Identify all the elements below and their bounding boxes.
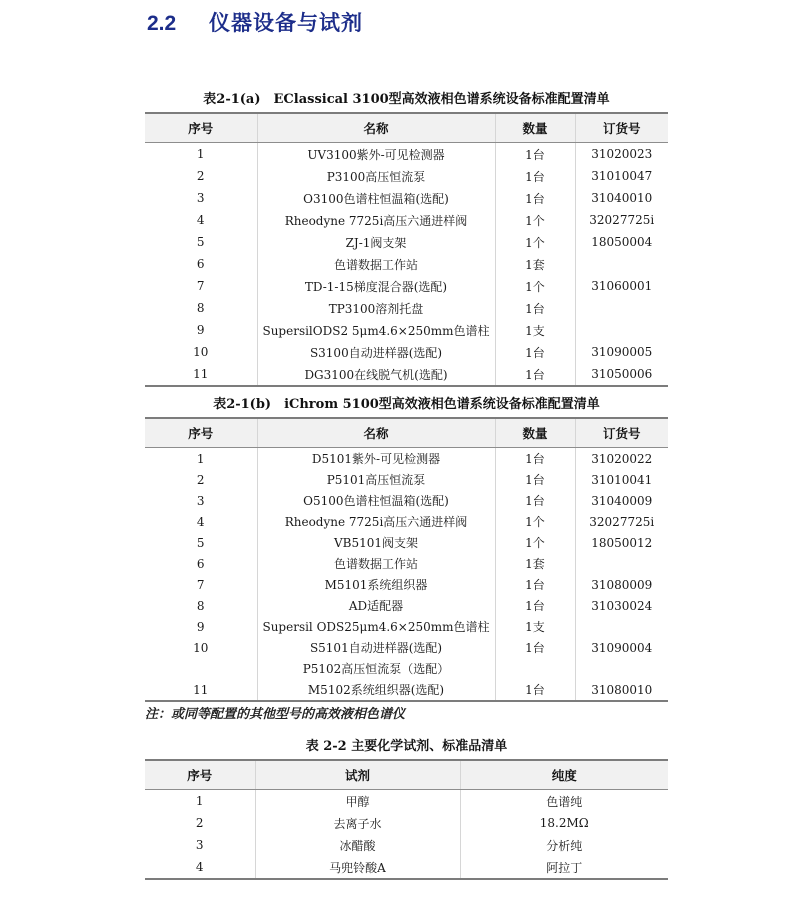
table-cell: ZJ-1阀支架 xyxy=(257,231,495,253)
table-cell: UV3100紫外-可见检测器 xyxy=(257,143,495,166)
table-cell: 6 xyxy=(196,556,205,571)
column-header: 名称 xyxy=(257,418,495,448)
table-cell: 5 xyxy=(196,535,205,550)
table-cell: 1 xyxy=(196,451,205,466)
table-cell: 3 xyxy=(196,191,205,205)
table-cell: 31090005 xyxy=(575,341,668,363)
table-2-1b xyxy=(145,417,668,702)
table-row xyxy=(145,469,668,490)
section-number: 2.2 xyxy=(147,12,177,35)
table-cell: 1支 xyxy=(495,319,575,341)
table-cell: 8 xyxy=(196,301,205,315)
table-cell: M5101系统组织器 xyxy=(257,574,495,595)
table-cell: 1 xyxy=(195,794,204,808)
table-cell: 1套 xyxy=(495,253,575,275)
table-cell: 分析纯 xyxy=(460,834,668,856)
section-heading xyxy=(147,10,668,38)
header-row xyxy=(145,760,668,790)
table-cell: Rheodyne 7725i高压六通进样阀 xyxy=(257,511,495,532)
table-2-1b-header xyxy=(145,418,668,448)
table-cell: 18050004 xyxy=(575,231,668,253)
table-cell: Supersil ODS25μm4.6×250mm色谱柱 xyxy=(257,616,495,637)
table-cell: 31010041 xyxy=(575,469,668,490)
table-cell: 10 xyxy=(193,345,209,359)
table-row xyxy=(145,448,668,470)
table-cell: S5101自动进样器(选配) xyxy=(257,637,495,658)
table-cell: 1台 xyxy=(495,679,575,701)
table-row xyxy=(145,209,668,231)
table-cell: 1台 xyxy=(495,297,575,319)
table-cell: 1台 xyxy=(495,165,575,187)
table-cell: 31080009 xyxy=(575,574,668,595)
table-cell: 31050006 xyxy=(575,363,668,386)
table-cell: M5102系统组织器(选配) xyxy=(257,679,495,701)
table-cell xyxy=(575,616,668,637)
table-cell: Rheodyne 7725i高压六通进样阀 xyxy=(257,209,495,231)
table-row xyxy=(145,658,668,679)
table-cell: 5 xyxy=(196,235,205,249)
table-cell: 6 xyxy=(196,257,205,271)
table-cell: 7 xyxy=(196,279,205,293)
table-row xyxy=(145,637,668,658)
table-cell: 2 xyxy=(196,169,205,183)
table-cell: 1套 xyxy=(495,553,575,574)
table-cell xyxy=(575,297,668,319)
table-2-2-title: 表 2-2 主要化学试剂、标准品清单 xyxy=(305,739,508,754)
table-cell: 3 xyxy=(195,838,204,852)
table-cell: 4 xyxy=(196,213,205,227)
table-row xyxy=(145,595,668,616)
table-2-1a-title: 表2-1(a) EClassical 3100型高效液相色谱系统设备标准配置清单 xyxy=(203,92,610,107)
table-row xyxy=(145,143,668,166)
column-header: 试剂 xyxy=(255,760,460,790)
table-cell: P3100高压恒流泵 xyxy=(257,165,495,187)
table-cell: 1台 xyxy=(495,143,575,166)
table-cell: 1个 xyxy=(495,275,575,297)
table-row xyxy=(145,275,668,297)
table-row xyxy=(145,679,668,701)
section-title: 仪器设备与试剂 xyxy=(209,12,364,35)
table-cell: 1台 xyxy=(495,574,575,595)
table-cell: 11 xyxy=(193,682,209,697)
table-cell xyxy=(145,658,257,679)
table-cell: 9 xyxy=(196,619,205,634)
document-content xyxy=(145,0,668,880)
table-cell: 1个 xyxy=(495,511,575,532)
table-cell xyxy=(495,658,575,679)
table-2-2 xyxy=(145,759,668,880)
table-2-2-header xyxy=(145,760,668,790)
table-cell: P5101高压恒流泵 xyxy=(257,469,495,490)
header-row xyxy=(145,113,668,143)
table-row xyxy=(145,319,668,341)
table-cell: 1台 xyxy=(495,469,575,490)
table-row xyxy=(145,553,668,574)
table-cell: 18.2MΩ xyxy=(460,812,668,834)
table-cell: 1 xyxy=(196,147,205,161)
table-cell: 31040010 xyxy=(575,187,668,209)
table-cell: 1台 xyxy=(495,341,575,363)
table-cell: 1台 xyxy=(495,595,575,616)
table-row xyxy=(145,231,668,253)
table-cell: 马兜铃酸A xyxy=(255,856,460,879)
table-2-1b-body xyxy=(145,448,668,702)
table-cell: 31030024 xyxy=(575,595,668,616)
column-header: 数量 xyxy=(495,418,575,448)
table-cell: TD-1-15梯度混合器(选配) xyxy=(257,275,495,297)
table-cell: D5101紫外-可见检测器 xyxy=(257,448,495,470)
table-cell: 4 xyxy=(196,514,205,529)
table-cell: 31080010 xyxy=(575,679,668,701)
table-cell: 31060001 xyxy=(575,275,668,297)
table-cell: 色谱数据工作站 xyxy=(257,553,495,574)
table-cell: 18050012 xyxy=(575,532,668,553)
table-row xyxy=(145,812,668,834)
column-header: 序号 xyxy=(145,760,255,790)
table-cell: 1台 xyxy=(495,490,575,511)
table-cell: 1支 xyxy=(495,616,575,637)
table-cell: 7 xyxy=(196,577,205,592)
table-cell: 31020022 xyxy=(575,448,668,470)
table-2-1a-header xyxy=(145,113,668,143)
table-cell: 甲醇 xyxy=(255,790,460,813)
header-row xyxy=(145,418,668,448)
table-cell: VB5101阀支架 xyxy=(257,532,495,553)
table-cell: 1台 xyxy=(495,637,575,658)
table-2-1b-title: 表2-1(b) iChrom 5100型高效液相色谱系统设备标准配置清单 xyxy=(213,397,600,412)
table-cell: 32027725i xyxy=(575,209,668,231)
table-2-2-body xyxy=(145,790,668,880)
column-header: 名称 xyxy=(257,113,495,143)
table-row xyxy=(145,834,668,856)
table-row xyxy=(145,511,668,532)
table-cell: DG3100在线脱气机(选配) xyxy=(257,363,495,386)
table-row xyxy=(145,187,668,209)
table-cell: SupersilODS2 5μm4.6×250mm色谱柱 xyxy=(257,319,495,341)
column-header: 序号 xyxy=(145,418,257,448)
table-2-1a xyxy=(145,112,668,387)
table-row xyxy=(145,297,668,319)
column-header: 纯度 xyxy=(460,760,668,790)
table-cell: 31040009 xyxy=(575,490,668,511)
table-cell: 3 xyxy=(196,493,205,508)
table-row xyxy=(145,490,668,511)
table-cell: 1个 xyxy=(495,209,575,231)
table-row xyxy=(145,363,668,386)
table-cell: S3100自动进样器(选配) xyxy=(257,341,495,363)
table-cell: 4 xyxy=(195,860,204,874)
column-header: 序号 xyxy=(145,113,257,143)
table-cell: 10 xyxy=(193,640,209,655)
table-cell: 31090004 xyxy=(575,637,668,658)
table-cell: 2 xyxy=(195,816,204,830)
table-cell: 1个 xyxy=(495,532,575,553)
table-cell: 32027725i xyxy=(575,511,668,532)
table-2-1a-body xyxy=(145,143,668,387)
table-cell: 色谱纯 xyxy=(460,790,668,813)
table-row xyxy=(145,253,668,275)
table-cell: 1台 xyxy=(495,363,575,386)
table-cell: 1台 xyxy=(495,187,575,209)
table-row xyxy=(145,790,668,813)
column-header: 订货号 xyxy=(575,113,668,143)
table-cell: 去离子水 xyxy=(255,812,460,834)
table-row xyxy=(145,341,668,363)
column-header: 数量 xyxy=(495,113,575,143)
table-cell xyxy=(575,319,668,341)
table-cell: 色谱数据工作站 xyxy=(257,253,495,275)
table-cell: P5102高压恒流泵（选配） xyxy=(257,658,495,679)
table-cell: 1台 xyxy=(495,448,575,470)
table-cell: AD适配器 xyxy=(257,595,495,616)
table-row xyxy=(145,616,668,637)
table-cell: 阿拉丁 xyxy=(460,856,668,879)
table-cell: O5100色谱柱恒温箱(选配) xyxy=(257,490,495,511)
table-cell: 2 xyxy=(196,472,205,487)
table-cell: 31010047 xyxy=(575,165,668,187)
table-cell: 1个 xyxy=(495,231,575,253)
table-row xyxy=(145,532,668,553)
table-cell: 9 xyxy=(196,323,205,337)
table-cell: 8 xyxy=(196,598,205,613)
table-note: 注：或同等配置的其他型号的高效液相色谱仪 xyxy=(145,707,406,722)
table-cell: 31020023 xyxy=(575,143,668,166)
table-cell: TP3100溶剂托盘 xyxy=(257,297,495,319)
column-header: 订货号 xyxy=(575,418,668,448)
table-cell xyxy=(575,253,668,275)
table-row xyxy=(145,574,668,595)
table-row xyxy=(145,165,668,187)
table-row xyxy=(145,856,668,879)
table-cell: 冰醋酸 xyxy=(255,834,460,856)
table-cell: O3100色谱柱恒温箱(选配) xyxy=(257,187,495,209)
table-cell: 11 xyxy=(193,367,209,381)
table-cell xyxy=(575,658,668,679)
table-cell xyxy=(575,553,668,574)
